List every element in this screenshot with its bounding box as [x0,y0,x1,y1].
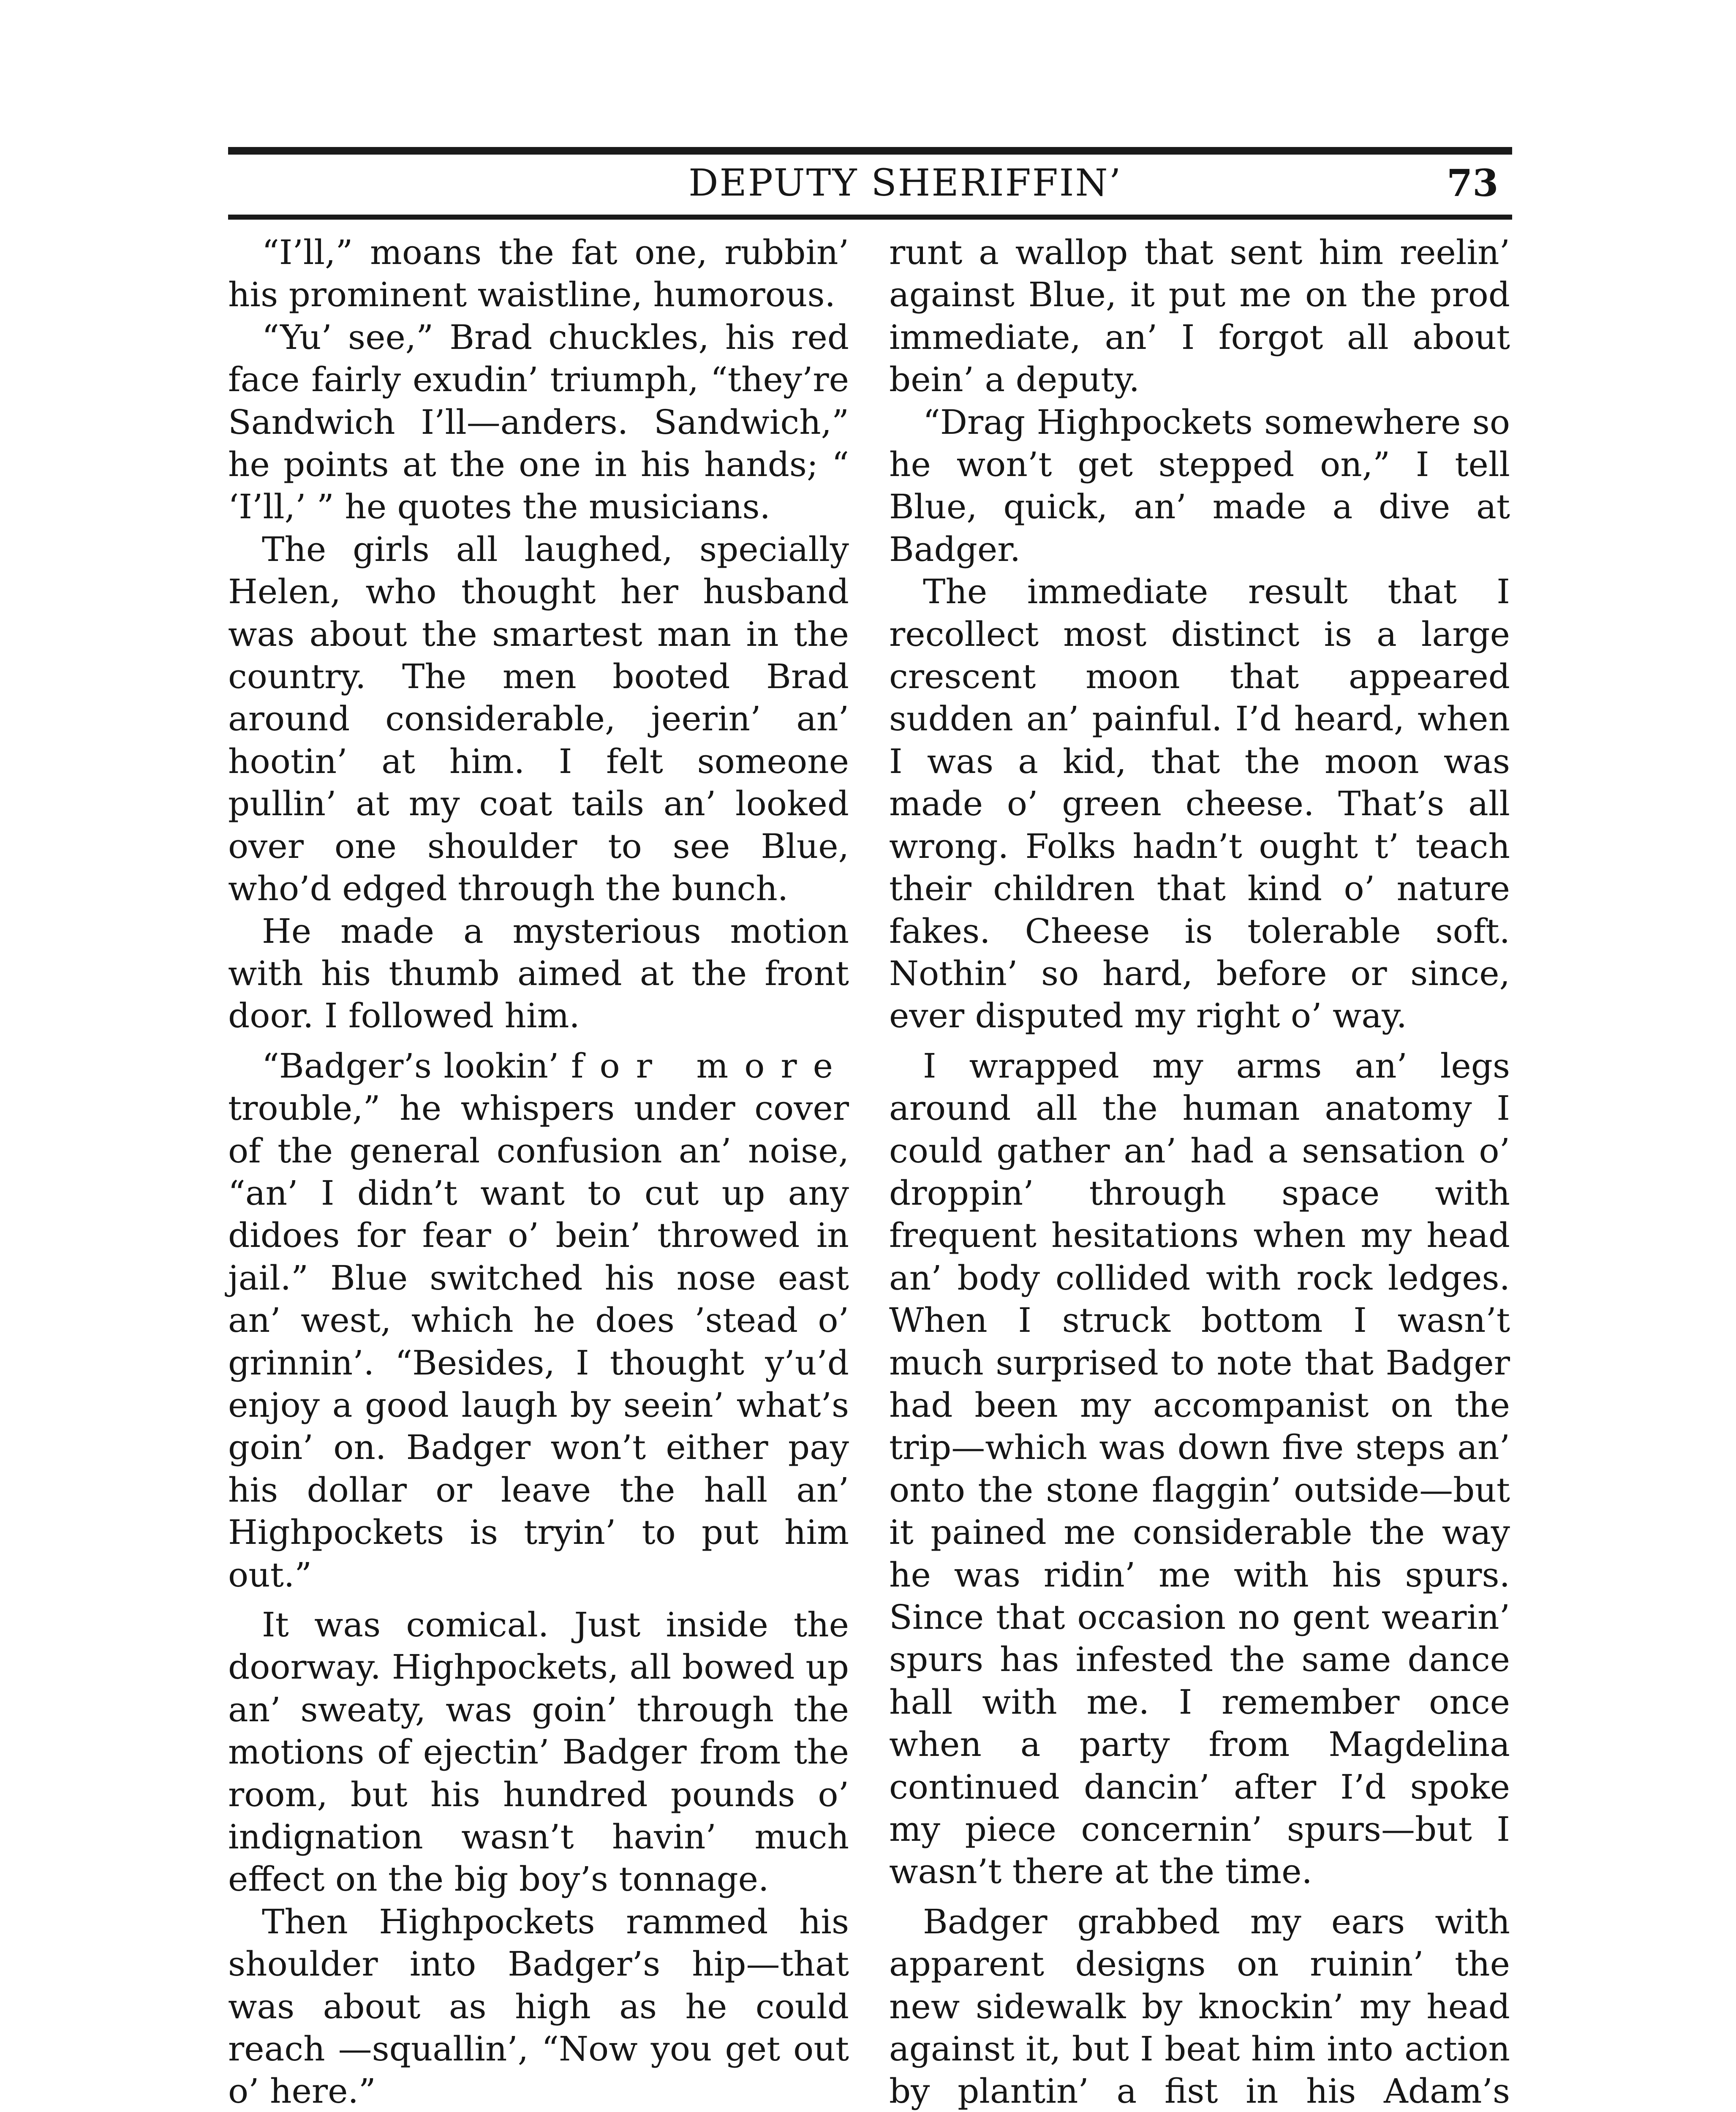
paragraph: “Drag Highpockets somewhere so he won’t get stepped on,” I tell Blue, quick, an’ made a dive at Badger. [889,402,1510,569]
paragraph: The immediate result that I recollect most distinct is a large crescent moon that appeared sudden an’ painful. I’d heard, when I was a kid, that the moon was made o’ green cheese. That’s all wrong. Folks hadn’t ought t’ teach their children that kind o’ nature fakes. Cheese is tolerable soft. Nothin’ so hard, before or since, ever disputed my right o’ way. [889,572,1510,1036]
paragraph: “I’ll,” moans the fat one, rubbin’ his prominent waistline, humorous. [228,233,849,315]
paragraph: It was comical. Just inside the doorway. Highpockets, all bowed up an’ sweaty, was goin’ through the motions of ejectin’ Badger from the room, but his hundred pounds o’ indignation wasn’t havin’ much effect on the big boy’s tonnage. [228,1605,849,1899]
paragraph: Badger grabbed my ears with apparent designs on ruinin’ the new sidewalk by knockin’ my head against it, but I beat him into action by plantin’ a fist in his Adam’s [889,1902,1510,2111]
right-column [889,231,1510,2112]
left-column [228,231,849,2112]
letterspaced-phrase: for more [571,1046,849,1086]
running-header-title: DEPUTY SHERIFFIN’ [688,161,1122,204]
paragraph-badger [228,1045,849,1596]
paragraph-continued: runt a wallop that sent him reelin’ against Blue, it put me on the prod immediate, an’ I forgot all about bein’ a deputy. [889,233,1510,400]
paragraph: He made a mysterious motion with his thumb aimed at the front door. I followed him. [228,911,849,1036]
badger-rest: trouble,” he whispers under cover of the general confusion an’ noise, “an’ I didn’t want to cut up any didoes for fear o’ bein’ throwed in jail.” Blue switched his nose east an’ west, which he does ’stead o’ grinnin’. “Besides, I thought y’u’d enjoy a good laugh by seein’ what’s goin’ on. Badger won’t either pay his dollar or leave the hall an’ Highpockets is tryin’ to put him out.” [228,1089,849,1595]
paragraph: Then Highpockets rammed his shoulder into Badger’s hip—that was about as high as he could reach —squallin’, “Now you get out o’ here.” [228,1902,849,2111]
page-number: 73 [1447,161,1499,205]
header-rule-top [228,147,1512,155]
paragraph: The girls all laughed, specially Helen, who thought her husband was about the smartest man in the country. The men booted Brad around considerable, jeerin’ an’ hootin’ at him. I felt someone pullin’ at my coat tails an’ looked over one shoulder to see Blue, who’d edged through the bunch. [228,529,849,909]
badger-lead: “Badger’s lookin’ [262,1046,559,1086]
header-rule-bottom [228,215,1512,220]
paragraph: “Yu’ see,” Brad chuckles, his red face fairly exudin’ triumph, “they’re Sandwich I’ll—anders. Sandwich,” he points at the one in his hands; “ ‘I’ll,’ ” he quotes the musicians. [228,317,849,527]
paragraph: I wrapped my arms an’ legs around all the human anatomy I could gather an’ had a sensation o’ droppin’ through space with frequent hesitations when my head an’ body collided with rock ledges. When I struck bottom I wasn’t much surprised to note that Badger had been my accompanist on the trip—which was down five steps an’ onto the stone flaggin’ outside—but it pained me considerable the way he was ridin’ me with his spurs. Since that occasion no gent wearin’ spurs has infested the same dance hall with me. I remember once when a party from Magdelina continued dancin’ after I’d spoke my piece concernin’ spurs—but I wasn’t there at the time. [889,1046,1510,1892]
